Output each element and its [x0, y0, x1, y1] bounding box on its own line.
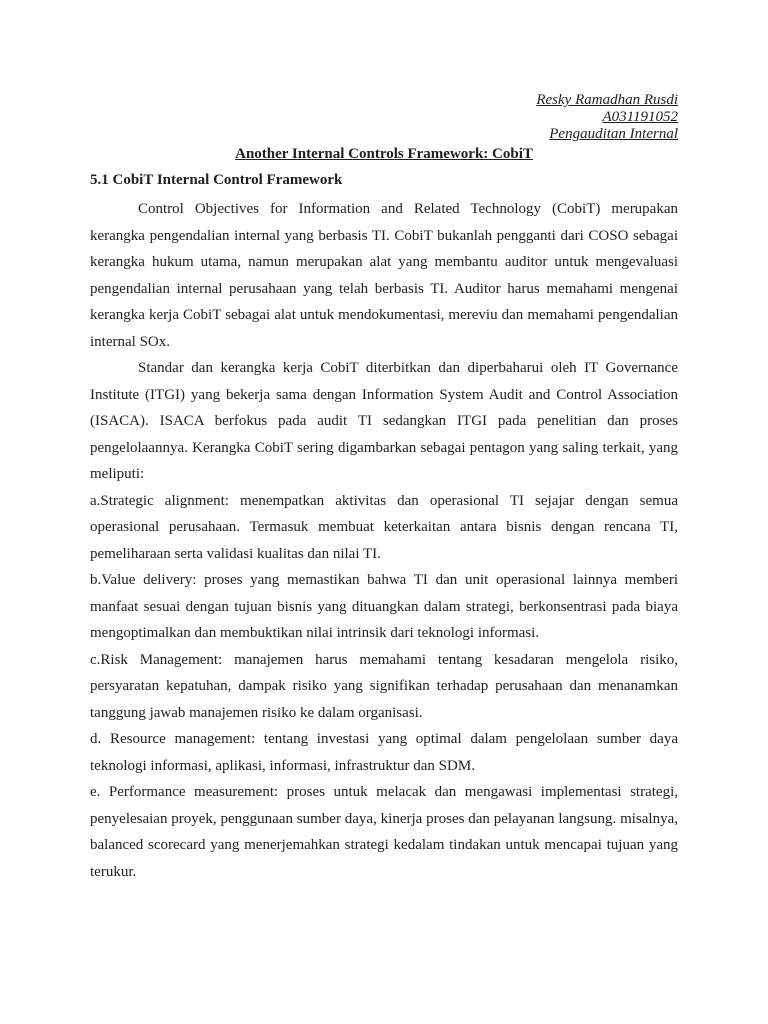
paragraph-cobit-definition: Control Objectives for Information and Related Technology (CobiT) merupakan kerangka pengendalian internal yang berbasis TI. CobiT bukanlah pengganti dari COSO sebagai kerangka hukum utama, namun merupakan alat yang membantu auditor untuk mengevaluasi pengendalian internal perusahaan yang telah berbasis TI. Auditor harus memahami mengenai kerangka kerja CobiT sebagai alat untuk mendokumentasi, mereviu dan memahami pengendalian internal SOx. — [90, 201, 678, 350]
list-item-strategic-alignment: a.Strategic alignment: menempatkan aktivitas dan operasional TI sejajar dengan semua operasional perusahaan. Termasuk membuat keterkaitan antara bisnis dengan rencana TI, pemeliharaan serta validasi kualitas dan nilai TI. — [90, 492, 678, 562]
list-item-resource-management: d. Resource management: tentang investasi yang optimal dalam pengelolaan sumber daya teknologi informasi, aplikasi, informasi, infrastruktur dan SDM. — [90, 731, 678, 774]
student-id: A031191052 — [602, 109, 678, 125]
list-item-risk-management: c.Risk Management: manajemen harus memahami tentang kesadaran mengelola risiko, persyaratan kepatuhan, dampak risiko yang signifikan terhadap perusahaan dan menanamkan tanggung jawab manajemen risiko ke dalam organisasi. — [90, 651, 678, 721]
author-name: Resky Ramadhan Rusdi — [536, 92, 678, 108]
course-name: Pengauditan Internal — [549, 126, 678, 142]
document-title: Another Internal Controls Framework: CobiT — [235, 146, 533, 162]
list-item-performance-measurement: e. Performance measurement: proses untuk melacak dan mengawasi implementasi strategi, penyelesaian proyek, penggunaan sumber daya, kinerja proses dan pelayanan langsung. misalnya, balanced scorecard yang menerjemahkan strategi kedalam tindakan untuk mencapai tujuan yang terukur. — [90, 784, 678, 880]
author-header — [90, 92, 678, 143]
list-item-value-delivery: b.Value delivery: proses yang memastikan bahwa TI dan unit operasional lainnya memberi manfaat sesuai dengan tujuan bisnis yang dituangkan dalam strategi, berkonsentrasi pada biaya mengoptimalkan dan membuktikan nilai intrinsik dari teknologi informasi. — [90, 572, 678, 641]
document-page — [90, 92, 678, 885]
section-heading: 5.1 CobiT Internal Control Framework — [90, 172, 343, 188]
paragraph-cobit-standards: Standar dan kerangka kerja CobiT diterbitkan dan diperbaharui oleh IT Governance Institute (ITGI) yang bekerja sama dengan Information System Audit and Control Association (ISACA). ISACA berfokus pada audit TI sedangkan ITGI pada penelitian dan proses pengelolaannya. Kerangka CobiT sering digambarkan sebagai pentagon yang saling terkait, yang meliputi: — [90, 360, 678, 482]
